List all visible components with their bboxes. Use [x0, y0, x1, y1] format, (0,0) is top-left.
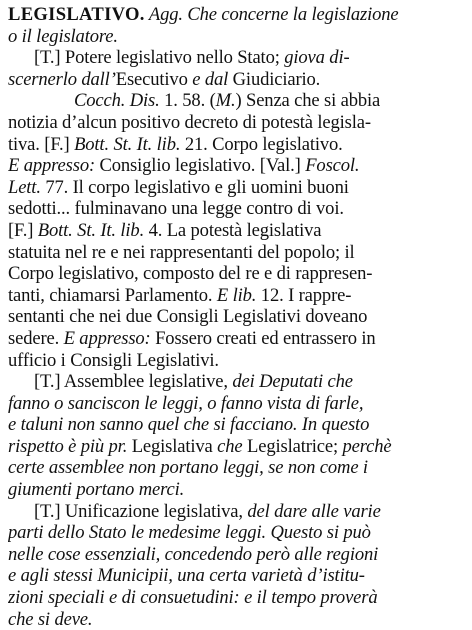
- text-segment: [T.] Potere legislativo nello Stato;: [34, 47, 285, 69]
- italic-text: e dal: [192, 68, 233, 90]
- entry-line: [8, 177, 468, 199]
- italic-text: certe assemblee non portano leggi, se non come i: [8, 457, 368, 479]
- entry-line: [8, 285, 468, 307]
- text-segment: [T.] Assemblee legislative,: [34, 371, 233, 393]
- italic-text: Cocch. Dis.: [74, 90, 160, 112]
- entry-line: [8, 393, 468, 415]
- text-segment: notizia d’alcun positivo decreto di potestà legisla-: [8, 111, 371, 133]
- entry-line: [8, 328, 468, 350]
- text-segment: 12. I rappre-: [256, 284, 352, 306]
- text-segment: sedere.: [8, 327, 64, 349]
- text-segment: Giudiciario.: [232, 68, 321, 90]
- entry-line: [8, 501, 468, 523]
- text-segment: [F.]: [8, 219, 38, 241]
- headword: LEGISLATIVO.: [8, 4, 145, 25]
- entry-line: [8, 242, 468, 264]
- text-segment: statuita nel re e nei rappresentanti del popolo; il: [8, 241, 355, 263]
- text-segment: tiva. [F.]: [8, 133, 75, 155]
- text-segment: Legislativa: [131, 435, 218, 457]
- italic-text: giova di-: [284, 47, 350, 69]
- entry-line: [8, 47, 468, 69]
- text-segment: [T.] Unificazione legislativa,: [34, 500, 248, 522]
- italic-text: e taluni non sanno quel che si facciano. In questo: [8, 414, 370, 436]
- text-segment: Corpo legislativo, composto del re e di rappresen-: [8, 263, 373, 285]
- entry-line: [8, 609, 468, 630]
- italic-text: Bott. St. It. lib.: [37, 219, 145, 241]
- italic-text: Bott. St. It. lib.: [74, 133, 181, 155]
- italic-text: perchè: [342, 435, 392, 457]
- text-segment: Fossero creati ed entrassero in: [150, 327, 376, 349]
- entry-line: [8, 436, 468, 458]
- text-segment: tanti, chiamarsi Parlamento.: [8, 284, 217, 306]
- text-segment: sedotti... fulminavano una legge contro di voi.: [8, 198, 344, 220]
- entry-line: [8, 69, 468, 91]
- italic-text: Lett.: [8, 176, 41, 198]
- italic-text: E appresso:: [63, 327, 151, 349]
- italic-text: rispetto è più pr.: [8, 435, 132, 457]
- entry-line: [8, 112, 468, 134]
- entry-line: [8, 479, 468, 501]
- italic-text: Agg. Che concerne la legislazione: [144, 4, 399, 25]
- text-segment: Consiglio legislativo. [Val.]: [95, 155, 306, 177]
- entry-line: [8, 4, 468, 26]
- italic-text: e agli stessi Municipii, una certa varietà d’istitu-: [8, 565, 365, 587]
- italic-text: M.: [215, 90, 236, 112]
- entry-line: [8, 371, 468, 393]
- entry-line: [8, 522, 468, 544]
- italic-text: zioni speciali e di consuetudini: e il tempo proverà: [8, 587, 378, 609]
- entry-line: [8, 198, 468, 220]
- italic-text: del dare alle varie: [247, 500, 381, 522]
- italic-text: che si deve.: [8, 608, 93, 630]
- text-segment: Legislatrice;: [247, 435, 343, 457]
- text-segment: 77. Il corpo legislativo e gli uomini buoni: [40, 176, 349, 198]
- italic-text: che: [217, 435, 248, 457]
- entry-line: [8, 414, 468, 436]
- text-segment: ) Senza che si abbia: [235, 90, 381, 112]
- entry-line: [8, 220, 468, 242]
- entry-line: [8, 90, 468, 112]
- italic-text: scernerlo dall’: [8, 68, 116, 90]
- italic-text: fanno o sanciscon le leggi, o fanno vista di farle,: [8, 392, 364, 414]
- italic-text: o il legislatore.: [8, 25, 118, 47]
- text-segment: sentanti che nei due Consigli Legislativi doveano: [8, 306, 368, 328]
- italic-text: parti dello Stato le medesime leggi. Questo si può: [8, 522, 371, 544]
- entry-line: [8, 155, 468, 177]
- italic-text: giumenti portano merci.: [8, 479, 185, 501]
- italic-text: E appresso:: [8, 155, 96, 177]
- text-segment: 1. 58. (: [159, 90, 216, 112]
- italic-text: E lib.: [216, 284, 257, 306]
- entry-line: [8, 350, 468, 372]
- text-segment: ufficio i Consigli Legislativi.: [8, 349, 219, 371]
- entry-line: [8, 263, 468, 285]
- text-segment: 4. La potestà legislativa: [144, 219, 322, 241]
- entry-line: [8, 544, 468, 566]
- italic-text: Foscol.: [305, 155, 360, 177]
- italic-text: dei Deputati che: [232, 371, 353, 393]
- text-segment: Esecutivo: [115, 68, 193, 90]
- entry-line: [8, 134, 468, 156]
- entry-line: [8, 565, 468, 587]
- entry-line: [8, 26, 468, 48]
- text-segment: 21. Corpo legislativo.: [180, 133, 343, 155]
- entry-line: [8, 457, 468, 479]
- entry-line: [8, 306, 468, 328]
- entry-line: [8, 587, 468, 609]
- italic-text: nelle cose essenziali, concedendo però alle regioni: [8, 543, 379, 565]
